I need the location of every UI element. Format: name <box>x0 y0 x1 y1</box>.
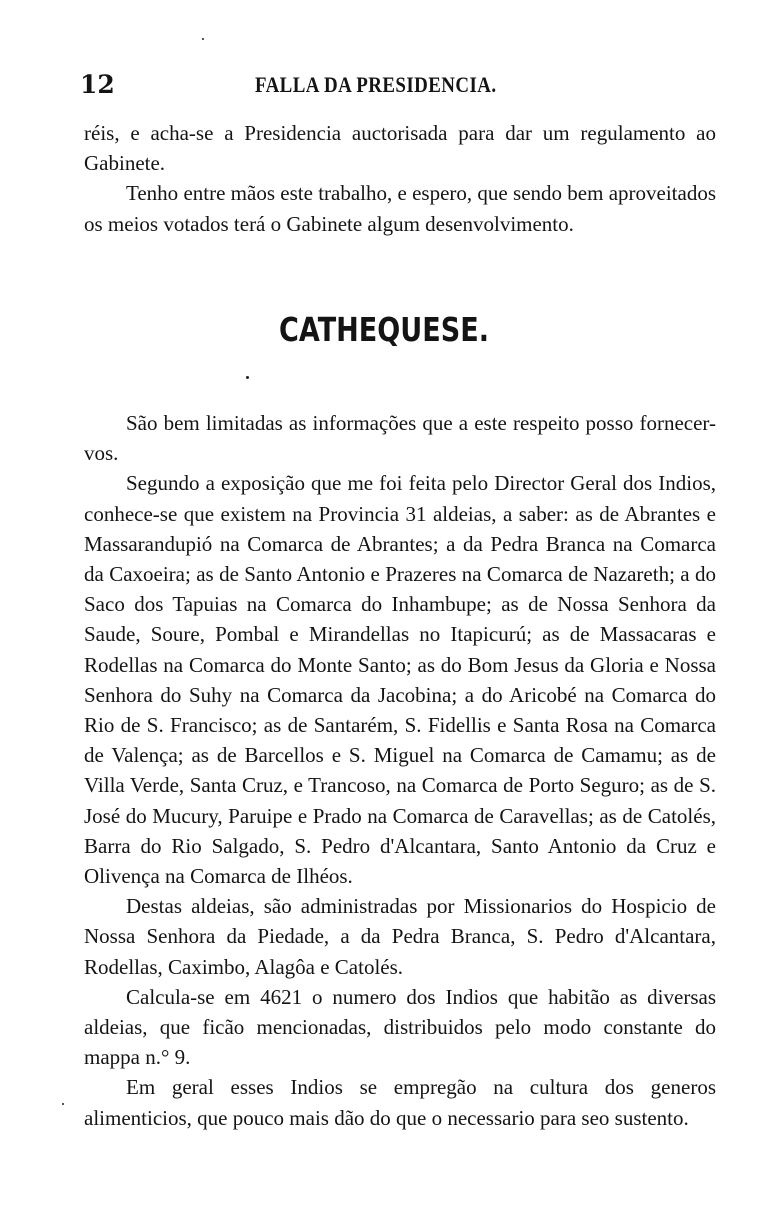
paragraph-population: Calcula-se em 4621 o numero dos Indios que habitão as diversas aldeias, que ficão mencionadas, distribuidos pelo modo constante do mappa n.° 9. <box>84 984 716 1070</box>
page-number: 12 <box>80 70 115 99</box>
section-body <box>84 408 716 1133</box>
paper-speck <box>202 38 204 40</box>
section-heading: CATHEQUESE. <box>278 310 489 349</box>
page-header <box>0 70 768 104</box>
paragraph-villages: Segundo a exposição que me foi feita pelo Director Geral dos Indios, conhece-se que existem na Provincia 31 aldeias, a saber: as de Abrantes e Massarandupió na Comarca de Abrantes; a da Pedra Branca na Comarca da Caxoeira; as de Santo Antonio e Prazeres na Comarca de Nazareth; a do Saco dos Tapuias na Comarca do Inhambupe; as de Nossa Senhora da Saude, Soure, Pombal e Mirandellas no Itapicurú; as de Massacaras e Rodellas na Comarca do Monte Santo; as do Bom Jesus da Gloria e Nossa Senhora do Suhy na Comarca da Jacobina; a do Aricobé na Comarca do Rio de S. Francisco; as de Santarém, S. Fidellis e Santa Rosa na Comarca de Valença; as de Barcellos e S. Miguel na Comarca de Camamu; as de Villa Verde, Santa Cruz, e Trancoso, na Comarca de Porto Seguro; as de S. José do Mucury, Paruipe e Prado na Comarca de Caravellas; as de Catolés, Barra do Rio Salgado, S. Pedro d'Alcantara, Santo Antonio da Cruz e Olivença na Comarca de Ilhéos. <box>84 471 716 889</box>
continued-text <box>84 118 716 239</box>
paper-speck <box>62 1103 64 1105</box>
paper-speck <box>246 376 249 379</box>
paragraph-cabinet: Tenho entre mãos este trabalho, e espero, que sendo bem aproveitados os meios votados terá o Gabinete algum desenvolvimento. <box>84 181 716 236</box>
running-head: FALLA DA PRESIDENCIA. <box>255 72 497 97</box>
paragraph-missionaries: Destas aldeias, são administradas por Missionarios do Hospicio de Nossa Senhora da Piedade, a da Pedra Branca, S. Pedro d'Alcantara, Rodellas, Caximbo, Alagôa e Catolés. <box>84 894 716 979</box>
paragraph-continuation: réis, e acha-se a Presidencia auctorisada para dar um regulamento ao Gabinete. <box>84 121 716 176</box>
paragraph-agriculture: Em geral esses Indios se empregão na cultura dos generos alimenticios, que pouco mais dão do que o necessario para seo sustento. <box>84 1075 716 1130</box>
paragraph-intro: São bem limitadas as informações que a este respeito posso fornecer-vos. <box>84 411 716 466</box>
